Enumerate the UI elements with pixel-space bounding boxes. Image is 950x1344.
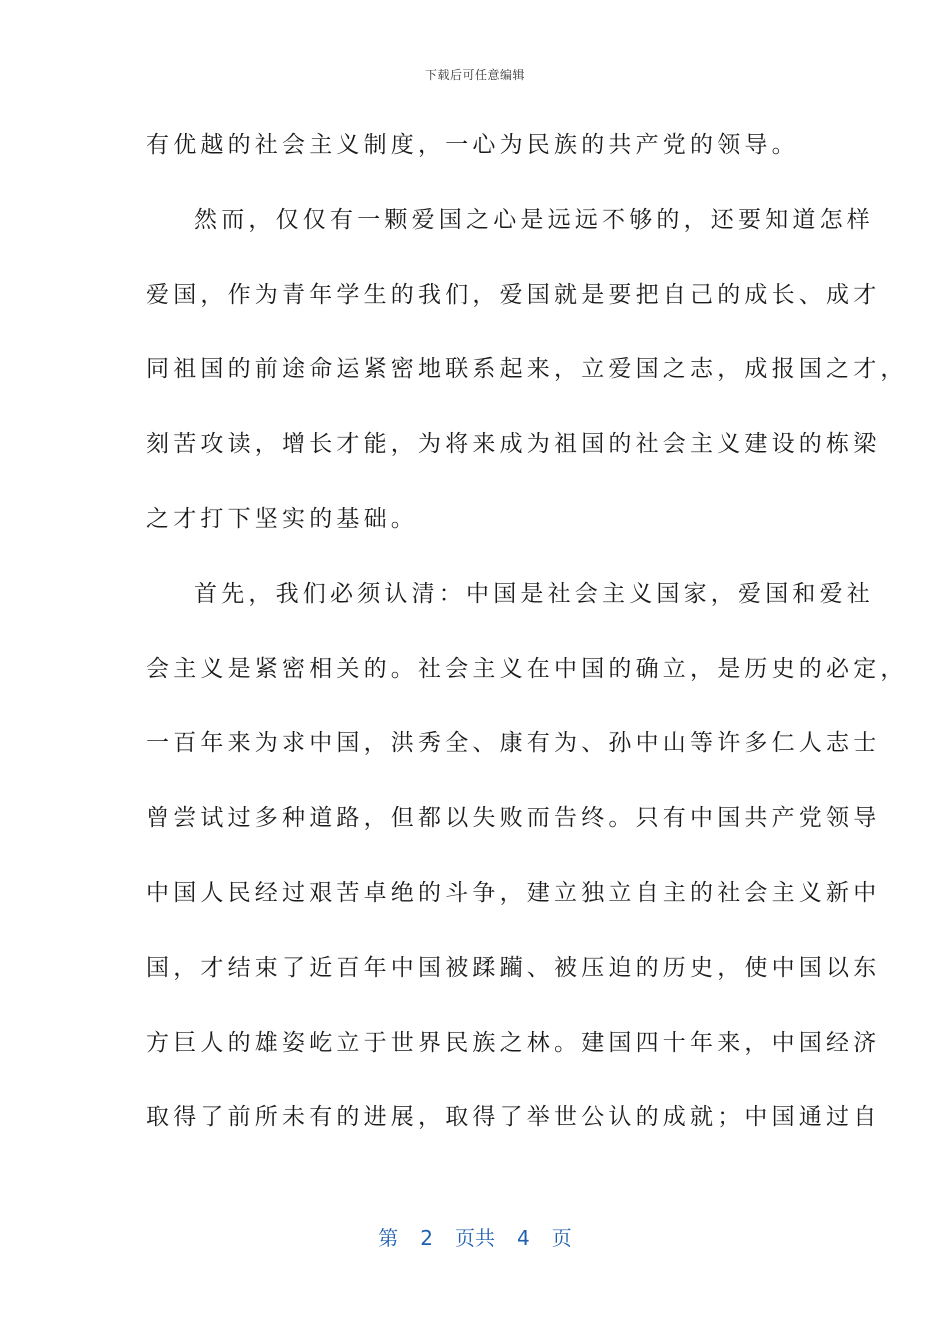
total-pages-number: 4: [517, 1226, 530, 1250]
document-body: [146, 123, 908, 1170]
text-line: 会主义是紧密相关的。社会主义在中国的确立，是历史的必定，: [146, 655, 908, 682]
header-note: 下载后可任意编辑: [424, 68, 525, 82]
text-line: 刻苦攻读，增长才能，为将来成为祖国的社会主义建设的栋梁: [146, 431, 881, 458]
text-line: 首先，我们必须认清：中国是社会主义国家，爱国和爱社: [194, 580, 874, 607]
text-line: 有优越的社会主义制度，一心为民族的共产党的领导。: [146, 132, 799, 158]
text-line: 然而，仅仅有一颗爱国之心是远远不够的，还要知道怎样: [194, 206, 874, 233]
text-line: 方巨人的雄姿屹立于世界民族之林。建国四十年来，中国经济: [146, 1029, 881, 1056]
text-line: 取得了前所未有的进展，取得了举世公认的成就；中国通过自: [146, 1104, 881, 1131]
footer-prefix: 第: [378, 1226, 399, 1250]
text-line: 之才打下坚实的基础。: [146, 505, 418, 532]
text-line: 国，才结束了近百年中国被蹂躏、被压迫的历史，使中国以东: [146, 954, 881, 981]
text-line: 同祖国的前途命运紧密地联系起来，立爱国之志，成报国之才，: [146, 356, 908, 383]
text-line: 爱国，作为青年学生的我们，爱国就是要把自己的成长、成才: [146, 281, 881, 308]
text-line: 一百年来为求中国，洪秀全、康有为、孙中山等许多仁人志士: [146, 730, 881, 757]
footer-middle: 页共: [455, 1226, 495, 1250]
text-line: 曾尝试过多种道路，但都以失败而告终。只有中国共产党领导: [146, 805, 881, 832]
footer-suffix: 页: [551, 1226, 572, 1250]
page-footer: [0, 1222, 950, 1251]
text-line: 中国人民经过艰苦卓绝的斗争，建立独立自主的社会主义新中: [146, 879, 881, 906]
current-page-number: 2: [420, 1226, 433, 1250]
